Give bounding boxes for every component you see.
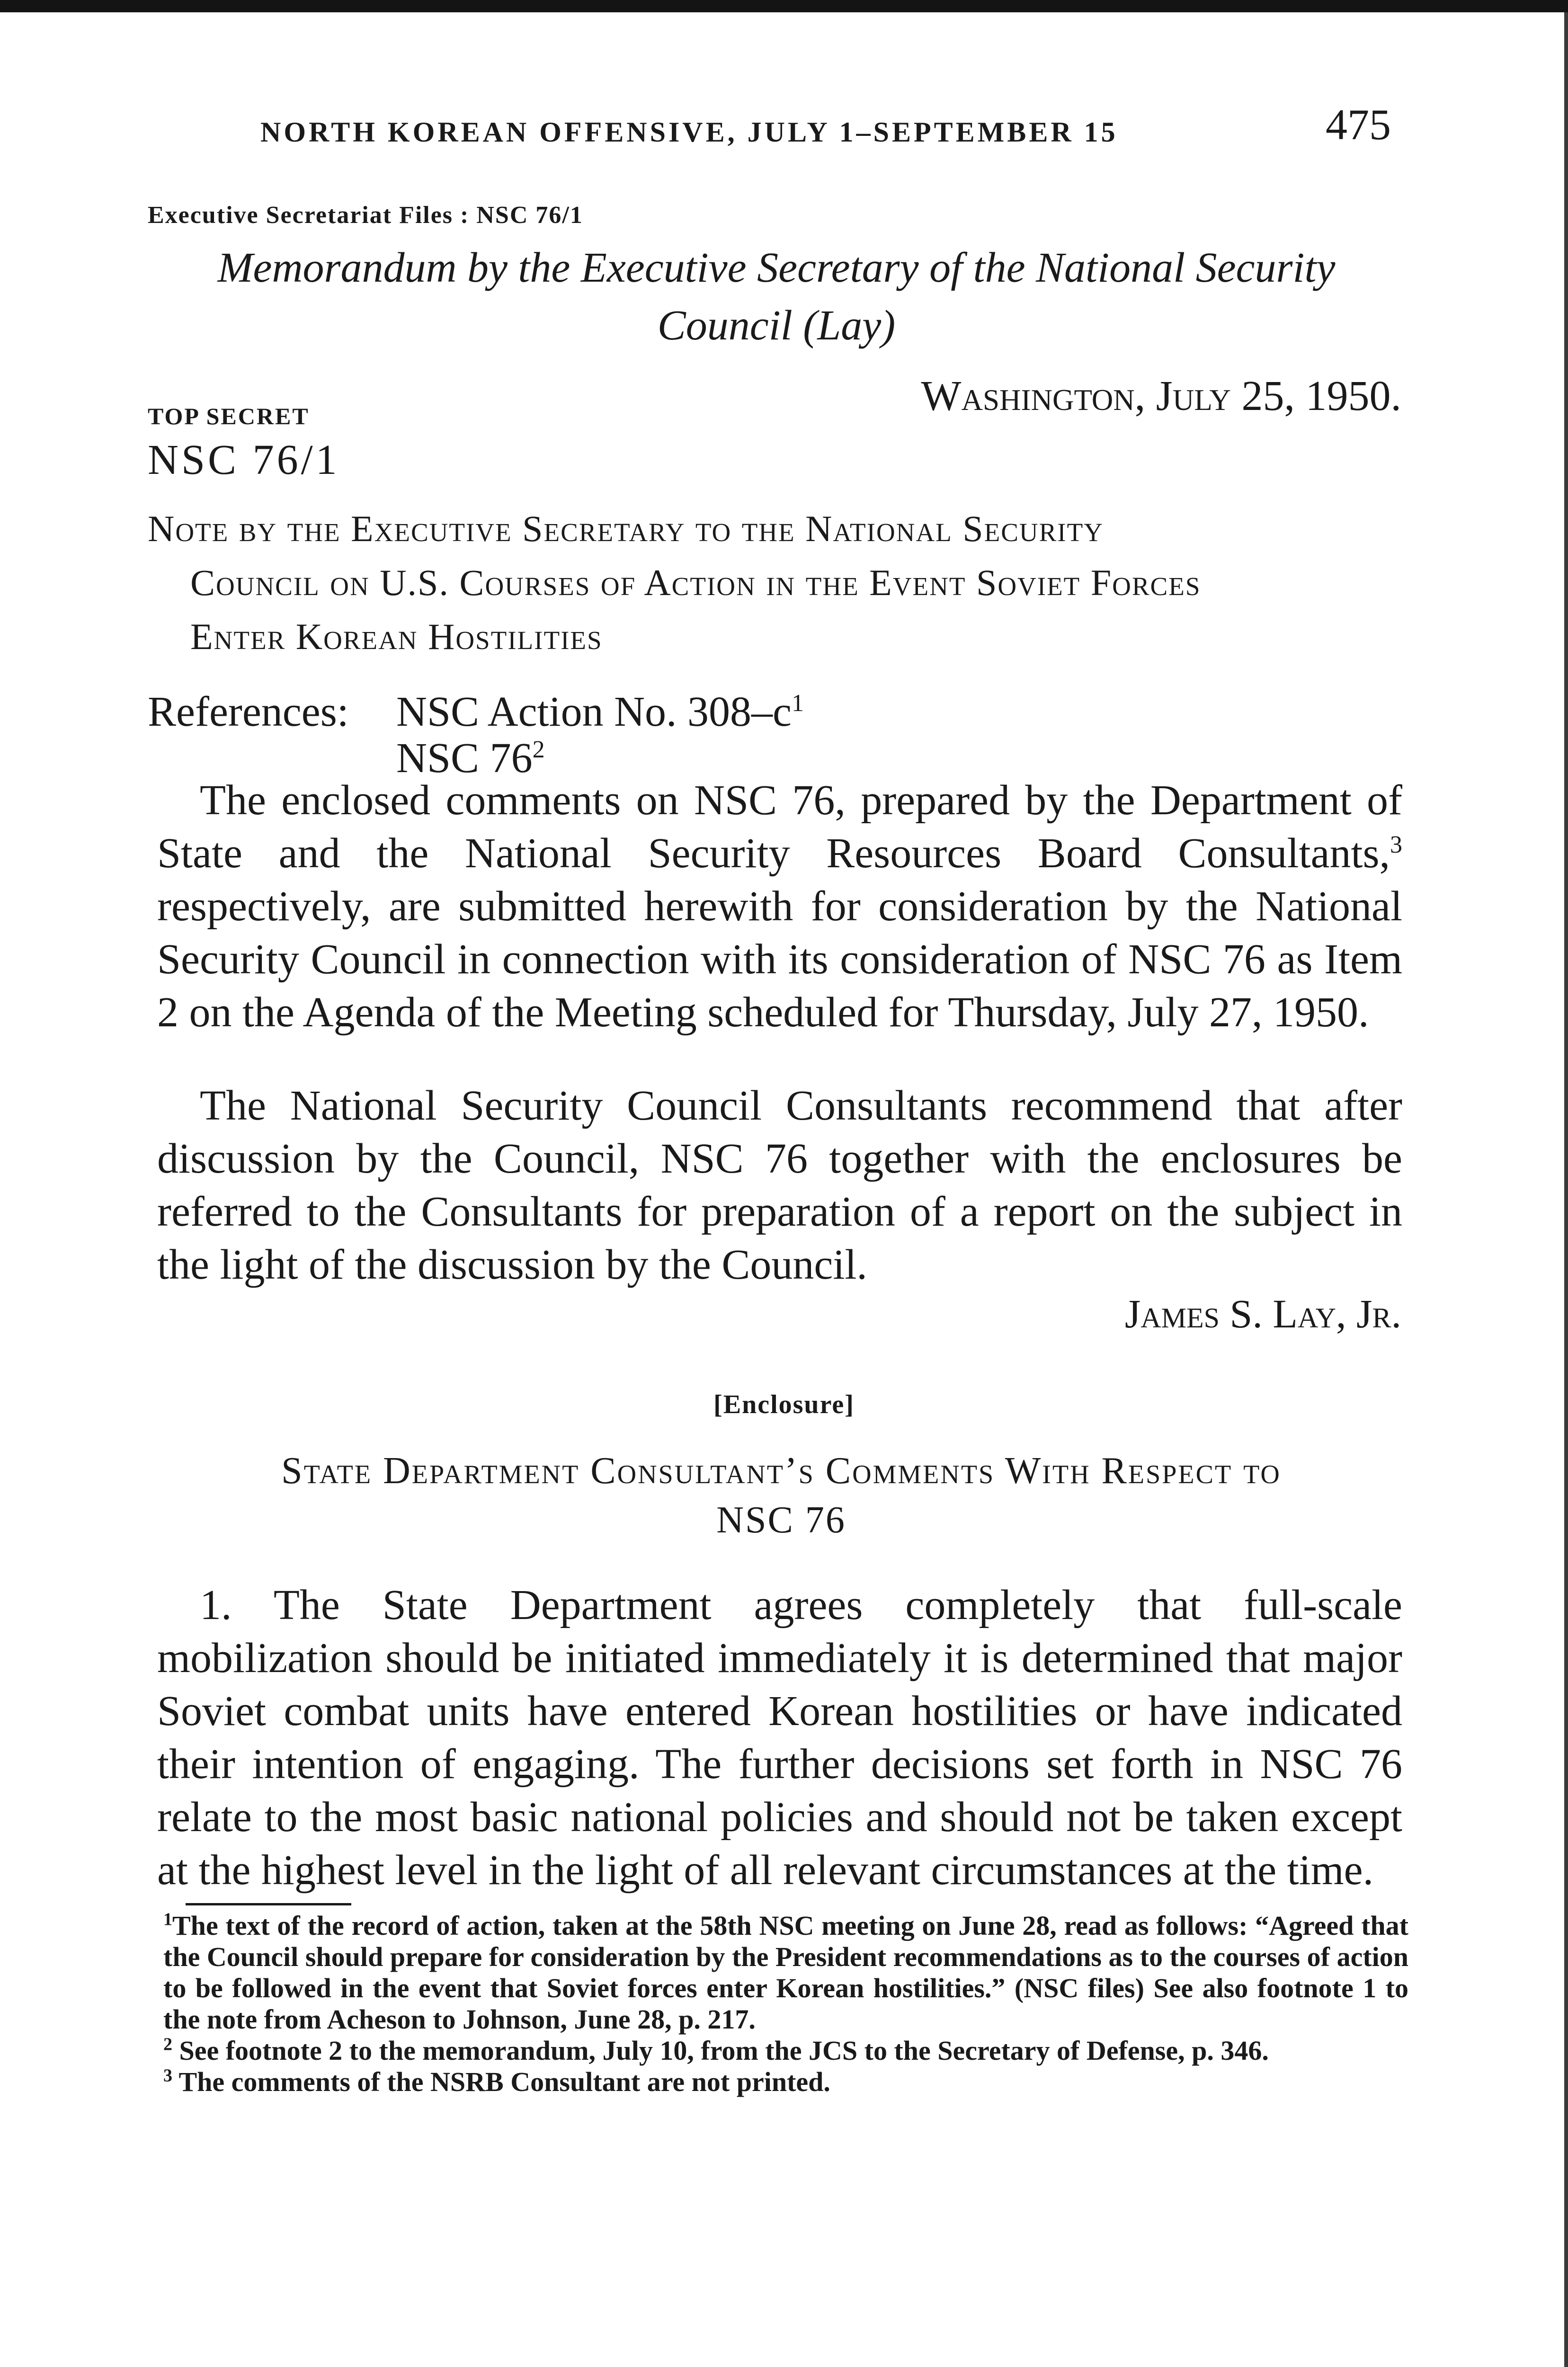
enclosure-paragraph-1: 1. The State Department agrees completely that full-scale mobilization should be initiated immediately it is determined that major Soviet combat units have entered Korean hostilities or have indicated their intention of engaging. The further decisions set forth in NSC 76 relate to the most basic national policies and should not be taken except at the highest level in the light of all relevant circumstances at the time. [157, 1582, 1402, 1894]
paragraph-1-text-a: The enclosed comments on NSC 76, prepared by the Department of State and the National Security Resources Board Consultants, [157, 777, 1402, 877]
footnote-2 [163, 2035, 1408, 2066]
footnote-1-marker: 1 [163, 1909, 172, 1930]
document-title-line-1: Memorandum by the Executive Secretary of the National Security [217, 244, 1336, 291]
running-head: NORTH KOREAN OFFENSIVE, JULY 1–SEPTEMBER 15 [260, 116, 1118, 148]
paragraph-2: The National Security Council Consultants recommend that after discussion by the Council, NSC 76 together with the enclosures be referred to the Consultants for preparation of a report on the subject in the light of the discussion by the Council. [157, 1082, 1402, 1288]
source-line: Executive Secretariat Files : NSC 76/1 [148, 202, 583, 229]
reference-2: NSC 76 [396, 735, 533, 782]
enclosure-heading [159, 1446, 1404, 1545]
footnote-2-text: See footnote 2 to the memorandum, July 10, from the JCS to the Secretary of Defense, p. 346. [179, 2035, 1269, 2066]
footnote-2-marker: 2 [163, 2034, 172, 2055]
footnote-3-text: The comments of the NSRB Consultant are not printed. [178, 2066, 830, 2097]
paragraph-1-text-b: respectively, are submitted herewith for consideration by the National Security Council in connection with its consideration of NSC 76 as Item 2 on the Agenda of the Meeting scheduled for Thursday, July 27, 1950. [157, 883, 1402, 1036]
note-heading-line-2: Council on U.S. Courses of Action in the Event Soviet Forces [190, 562, 1201, 603]
note-heading [148, 502, 1402, 664]
enclosure-heading-line-2: NSC 76 [716, 1499, 846, 1541]
document-title [142, 239, 1411, 355]
note-heading-line-1: Note by the Executive Secretary to the National Security [148, 508, 1104, 549]
footnote-1-text: The text of the record of action, taken at the 58th NSC meeting on June 28, read as follows: “Agreed that the Council should prepare for consideration by the President recommendations as to the courses of action to be followed in the event that Soviet forces enter Korean hostilities.” (NSC files) See also footnote 1 to the note from Acheson to Johnson, June 28, p. 217. [163, 1910, 1408, 2035]
enclosure-heading-line-1: State Department Consultant’s Comments With Respect to [281, 1450, 1281, 1492]
reference-1: NSC Action No. 308–c [396, 688, 792, 735]
footnote-3 [163, 2066, 1408, 2098]
footnote-divider [186, 1903, 351, 1905]
page-number: 475 [1326, 100, 1391, 149]
classification-label: TOP SECRET [148, 403, 310, 429]
note-heading-line-3: Enter Korean Hostilities [190, 616, 603, 657]
page-top-edge [0, 0, 1568, 12]
document-number: NSC 76/1 [148, 436, 340, 483]
footnote-marker-1: 1 [792, 690, 804, 717]
paragraph-1 [157, 774, 1402, 1039]
footnote-marker-2: 2 [532, 736, 545, 763]
footnote-1 [163, 1910, 1408, 2035]
footnotes [163, 1910, 1408, 2098]
footnote-marker-3: 3 [1390, 831, 1402, 858]
footnote-3-marker: 3 [163, 2065, 172, 2086]
signature: James S. Lay, Jr. [1124, 1291, 1401, 1336]
document-title-line-2: Council (Lay) [657, 302, 896, 349]
references-block [148, 689, 804, 782]
enclosure-label: [Enclosure] [713, 1390, 855, 1419]
dateline: Washington, July 25, 1950. [921, 373, 1401, 419]
references-label: References: [148, 688, 349, 735]
page-right-edge [1564, 12, 1568, 2367]
